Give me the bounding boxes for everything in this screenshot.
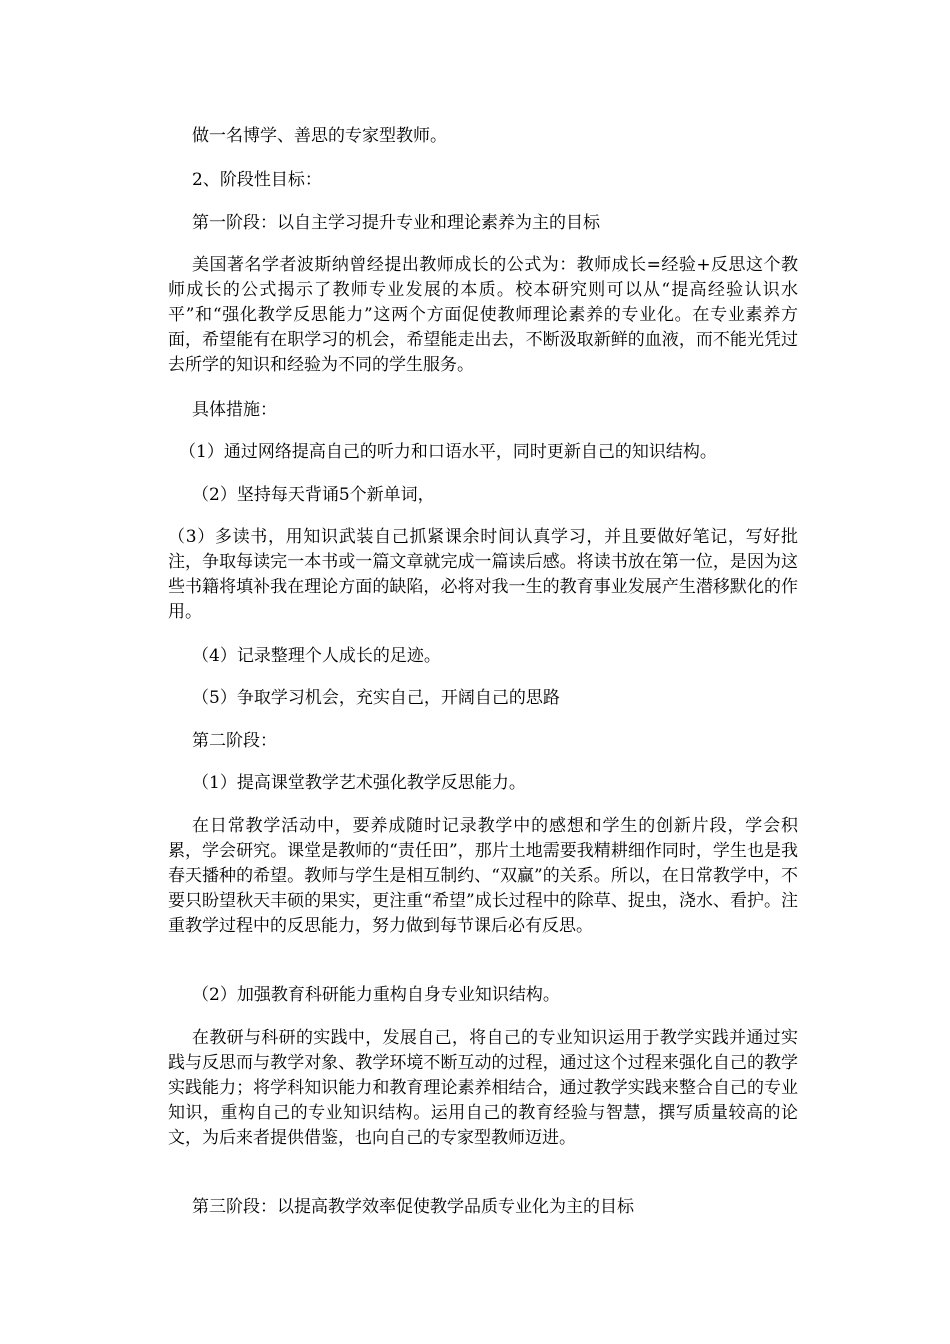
list-item-measure-2: （2）坚持每天背诵5个新单词，: [192, 485, 435, 505]
heading-stage-two: 第二阶段：: [192, 731, 277, 751]
heading-specific-measures: 具体措施：: [192, 400, 277, 420]
list-item-measure-1: （1）通过网络提高自己的听力和口语水平，同时更新自己的知识结构。: [179, 442, 717, 462]
heading-stage-three: 第三阶段：以提高教学效率促使教学品质专业化为主的目标: [192, 1197, 634, 1217]
paragraph-research-practice: 在教研与科研的实践中，发展自己，将自己的专业知识运用于教学实践并通过实践与反思而与教学对象、教学环境不断互动的过程，通过这个过程来强化自己的教学实践能力；将学科知识能力和教育理论素养相结合，通过教学实践来整合自己的专业知识，重构自己的专业知识结构。运用自己的教育经验与智慧，撰写质量较高的论文，为后来者提供借鉴，也向自己的专家型教师迈进。: [168, 1028, 798, 1148]
paragraph-daily-teaching: 在日常教学活动中，要养成随时记录教学中的感想和学生的创新片段，学会积累，学会研究。课堂是教师的“责任田”，那片土地需要我精耕细作同时，学生也是我春天播种的希望。教师与学生是相互制约、“双赢”的关系。所以，在日常教学中，不要只盼望秋天丰硕的果实，更注重“希望”成长过程中的除草、捉虫，浇水、看护。注重教学过程中的反思能力，努力做到每节课后必有反思。: [168, 816, 798, 936]
list-item-measure-5: （5）争取学习机会，充实自己，开阔自己的思路: [192, 688, 560, 708]
heading-stage-goals: 2、阶段性目标：: [192, 170, 322, 190]
list-item-stage-two-1: （1）提高课堂教学艺术强化教学反思能力。: [192, 773, 526, 793]
heading-stage-one: 第一阶段：以自主学习提升专业和理论素养为主的目标: [192, 213, 600, 233]
paragraph-goal-statement: 做一名博学、善思的专家型教师。: [192, 126, 447, 146]
list-item-measure-3: （3）多读书，用知识武装自己抓紧课余时间认真学习，并且要做好笔记，写好批注，争取每读完一本书或一篇文章就完成一篇读后感。将读书放在第一位，是因为这些书籍将填补我在理论方面的缺陷，必将对我一生的教育事业发展产生潜移默化的作用。: [168, 527, 798, 622]
list-item-measure-4: （4）记录整理个人成长的足迹。: [192, 646, 441, 666]
list-item-stage-two-2: （2）加强教育科研能力重构自身专业知识结构。: [192, 985, 560, 1005]
paragraph-posner-formula: 美国著名学者波斯纳曾经提出教师成长的公式为：教师成长=经验+反思这个教师成长的公式揭示了教师专业发展的本质。校本研究则可以从“提高经验认识水平”和“强化教学反思能力”这两个方面促使教师理论素养的专业化。在专业素养方面，希望能有在职学习的机会，希望能走出去，不断汲取新鲜的血液，而不能光凭过去所学的知识和经验为不同的学生服务。: [168, 255, 798, 375]
